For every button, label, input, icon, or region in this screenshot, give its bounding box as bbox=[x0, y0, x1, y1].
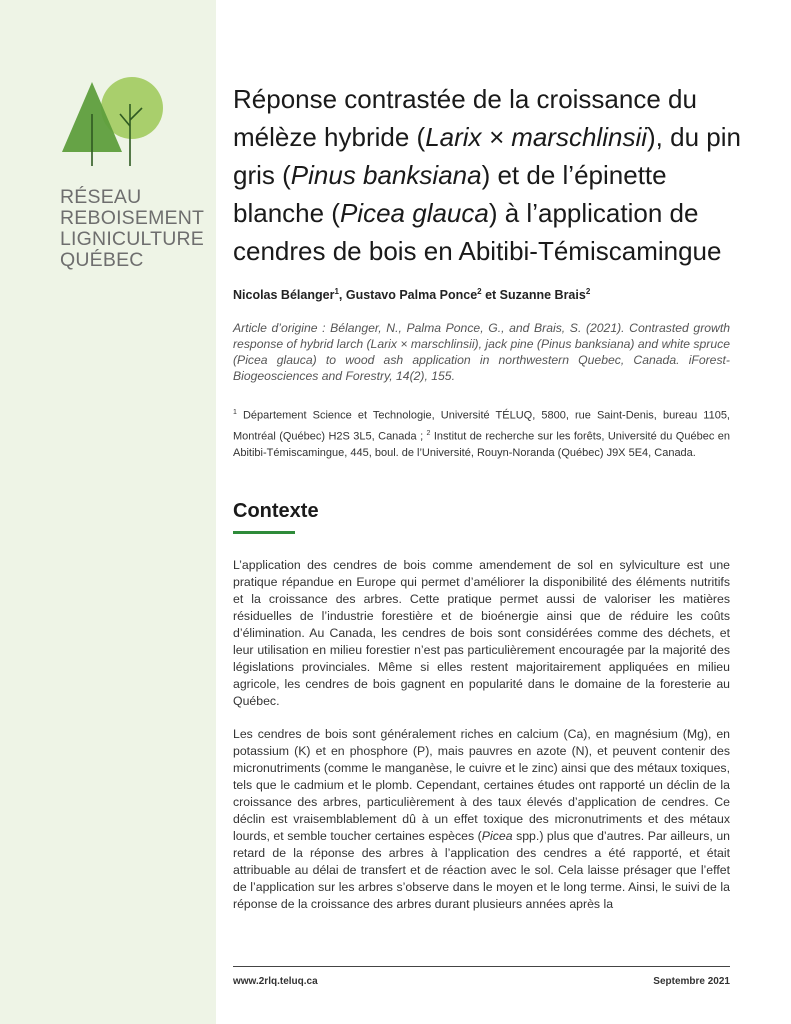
brand-line: LIGNICULTURE bbox=[60, 228, 204, 250]
affiliations: $^1$ Département Science et Technologie, Université TÉLUQ, 5800, rue Saint-Denis, bureau 1105, Montréal (Québec) H2S 3L5, Canada ; $^2$ Institut de recherche sur les forêts, Université du Québec en Abitibi-Témiscamingue, 445, boul. de l’Université, Rouyn-Noranda (Québec) J9X 5E4, Canada. bbox=[233, 409, 730, 460]
footer-divider bbox=[233, 966, 730, 967]
brand-line: REBOISEMENT bbox=[60, 207, 205, 229]
paragraph: L’application des cendres de bois comme amendement de sol en sylviculture est une pratique répandue en Europe qui permet d’améliorer la disponibilité des éléments nutritifs et la croissance des arbres. Cette pratique permet aussi de valoriser les matières résiduelles de l’industrie forestière et de bioénergie ainsi que de réduire les coûts d’élimination. Au Canada, les cendres de bois sont considérées comme des déchets, et leur utilisation en milieu forestier n’est pas particulièrement encouragée par la majorité des législations provinciales. Même si elles restent majoritairement appliquées en milieu agricole, les cendres de bois gagnent en popularité dans le domaine de la foresterie au Québec. bbox=[233, 558, 730, 708]
original-article-citation: Article d’origine : Bélanger, N., Palma Ponce, G., and Brais, S. (2021). Contrasted growth response of hybrid larch (Larix × marschlinsii), jack pine (Pinus banksiana) and white spruce (Picea glauca) to wood ash application in northwestern Quebec, Canada. iForest-Biogeosciences and Forestry, 14(2), 155. bbox=[233, 321, 730, 383]
page-title: Réponse contrastée de la croissance du mélèze hybride (Larix × marschlinsii), du pin gris (Pinus banksiana) et de l’épinette blanche (Picea glauca) à l’application de cendres de bois en Abitibi-Témiscamingue bbox=[233, 84, 741, 266]
footer-date: Septembre 2021 bbox=[653, 976, 730, 987]
trees-logo-icon bbox=[58, 74, 168, 170]
section-title: Contexte bbox=[233, 500, 319, 522]
brand-line: RÉSEAU bbox=[60, 186, 142, 208]
brand-name bbox=[60, 187, 210, 271]
sidebar bbox=[0, 0, 216, 1024]
brand-line: QUÉBEC bbox=[60, 249, 144, 271]
authors: Nicolas Bélanger$^1$, Gustavo Palma Ponce$^2$ et Suzanne Brais$^2$ bbox=[233, 287, 591, 303]
footer-url: www.2rlq.teluq.ca bbox=[233, 976, 318, 987]
paragraph: Les cendres de bois sont généralement riches en calcium (Ca), en magnésium (Mg), en potassium (K) et en phosphore (P), mais pauvres en azote (N), et peuvent contenir des micronutriments (comme le manganèse, le cuivre et le zinc) ainsi que des métaux toxiques, tels que le cadmium et le plomb. Cependant, certaines études ont rapporté un déclin de la croissance des arbres, particulièrement à des taux élevés d’application de cendres. Ce déclin est vraisemblablement dû à un effet toxique des micronutriments et des métaux lourds, et semble toucher certaines espèces (Picea spp.) plus que d’autres. Par ailleurs, un retard de la réponse des arbres à l’application des cendres a été rapporté, et était attribuable au délai de transfert et de réaction avec le sol. Cela laisse présager que l’effet de l’application sur les arbres s’observe dans le moyen et le long terme. Ainsi, le suivi de la réponse de la croissance des arbres durant plusieurs années après la bbox=[233, 727, 730, 911]
section-underline bbox=[233, 531, 295, 534]
